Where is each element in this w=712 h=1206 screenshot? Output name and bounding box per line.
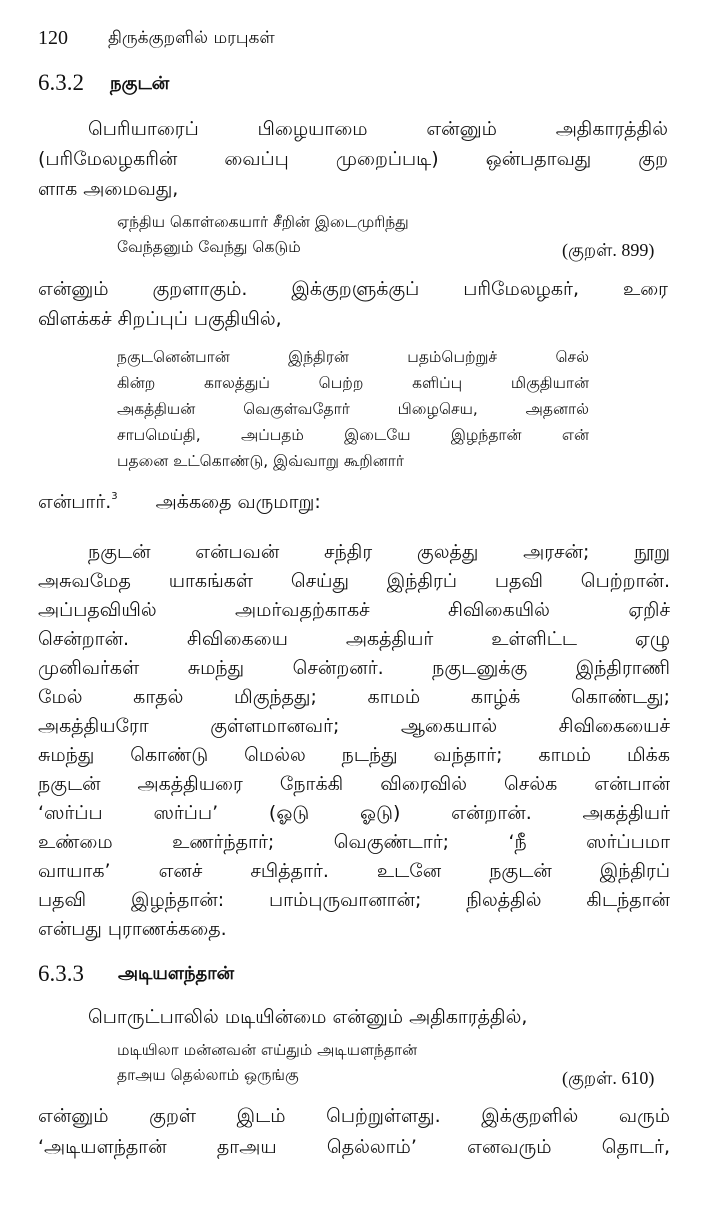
story-line: நகுடன் என்பவன் சந்திர குலத்து அரசன்; நூறு [88,541,670,563]
story-line: பதவி இழந்தான்: பாம்புருவானான்; நிலத்தில் கிடந்தான் [38,889,670,911]
section-number: 6.3.3 [38,961,84,986]
story-line: ‘ஸர்ப்ப ஸர்ப்ப’ (ஓடு ஓடு) என்றான். அகத்தியர் [38,802,670,824]
kural-line: வேந்தனும் வேந்து கெடும் [117,238,301,256]
section-title: அடியளந்தான் [118,963,235,984]
running-title: திருக்குறளில் மரபுகள் [108,28,275,48]
kural-reference: (குறள். 899) [562,240,655,260]
paragraph-line: பொருட்பாலில் மடியின்மை என்னும் அதிகாரத்தில், [88,1006,528,1028]
paragraph-line: என்னும் குறளாகும். இக்குறளுக்குப் பரிமேலழகர், உரை [38,278,668,300]
story-line: மேல் காதல் மிகுந்தது; காமம் காழ்க் கொண்டது; [38,686,670,708]
paragraph-line: ளாக அமைவது, [38,178,179,200]
section-title: நகுடன் [110,73,170,94]
story-line: சென்றான். சிவிகையை அகத்தியர் உள்ளிட்ட ஏழு [38,628,670,650]
paragraph-line: ‘அடியளந்தான் தாஅய தெல்லாம்’ எனவரும் தொடர், [38,1136,670,1158]
story-line: முனிவர்கள் சுமந்து சென்றனர். நகுடனுக்கு இந்திராணி [38,657,670,679]
paragraph-text: அக்கதை வருமாறு: [155,491,321,513]
story-line: வாயாக’ எனச் சபித்தார். உடனே நகுடன் இந்திரப் [38,860,670,882]
kural-reference: (குறள். 610) [562,1068,655,1088]
page-number: 120 [38,27,68,49]
story-line: அகத்தியரோ குள்ளமானவர்; ஆகையால் சிவிகையைச் [38,715,670,737]
commentary-line: கின்ற காலத்துப் பெற்ற களிப்பு மிகுதியான் [117,374,589,392]
kural-line: தாஅய தெல்லாம் ஒருங்கு [117,1066,299,1084]
paragraph-line [38,490,321,513]
paragraph-line: விளக்கச் சிறப்புப் பகுதியில், [38,308,282,330]
story-line: என்பது புராணக்கதை. [38,918,227,940]
story-line: அப்பதவியில் அமர்வதற்காகச் சிவிகையில் ஏறிச் [38,599,670,621]
commentary-line: பதனை உட்கொண்டு, இவ்வாறு கூறினார் [117,452,404,470]
commentary-line: சாபமெய்தி, அப்பதம் இடையே இழந்தான் என் [117,426,589,444]
story-line: உண்மை உணர்ந்தார்; வெகுண்டார்; ‘நீ ஸர்ப்பமா [38,831,670,853]
paragraph-text: என்பார். [38,491,112,513]
paragraph-line: பெரியாரைப் பிழையாமை என்னும் அதிகாரத்தில் [88,118,668,140]
paragraph-line: என்னும் குறள் இடம் பெற்றுள்ளது. இக்குறளில் வரும் [38,1105,670,1127]
paragraph-line: (பரிமேலழகரின் வைப்பு முறைப்படி) ஒன்பதாவது குற [38,148,668,170]
footnote-mark: 3 [111,490,118,502]
story-line: நகுடன் அகத்தியரை நோக்கி விரைவில் செல்க என்பான் [38,773,670,795]
section-number: 6.3.2 [38,70,84,95]
story-line: சுமந்து கொண்டு மெல்ல நடந்து வந்தார்; காமம் மிக்க [38,744,670,766]
kural-line: மடியிலா மன்னவன் எய்தும் அடியளந்தான் [117,1041,418,1059]
kural-line: ஏந்திய கொள்கையார் சீறின் இடைமுரிந்து [117,213,409,231]
commentary-line: நகுடனென்பான் இந்திரன் பதம்பெற்றுச் செல் [117,348,589,366]
commentary-line: அகத்தியன் வெகுள்வதோர் பிழைசெய, அதனால் [117,400,589,418]
story-line: அசுவமேத யாகங்கள் செய்து இந்திரப் பதவி பெற்றான். [38,570,670,592]
